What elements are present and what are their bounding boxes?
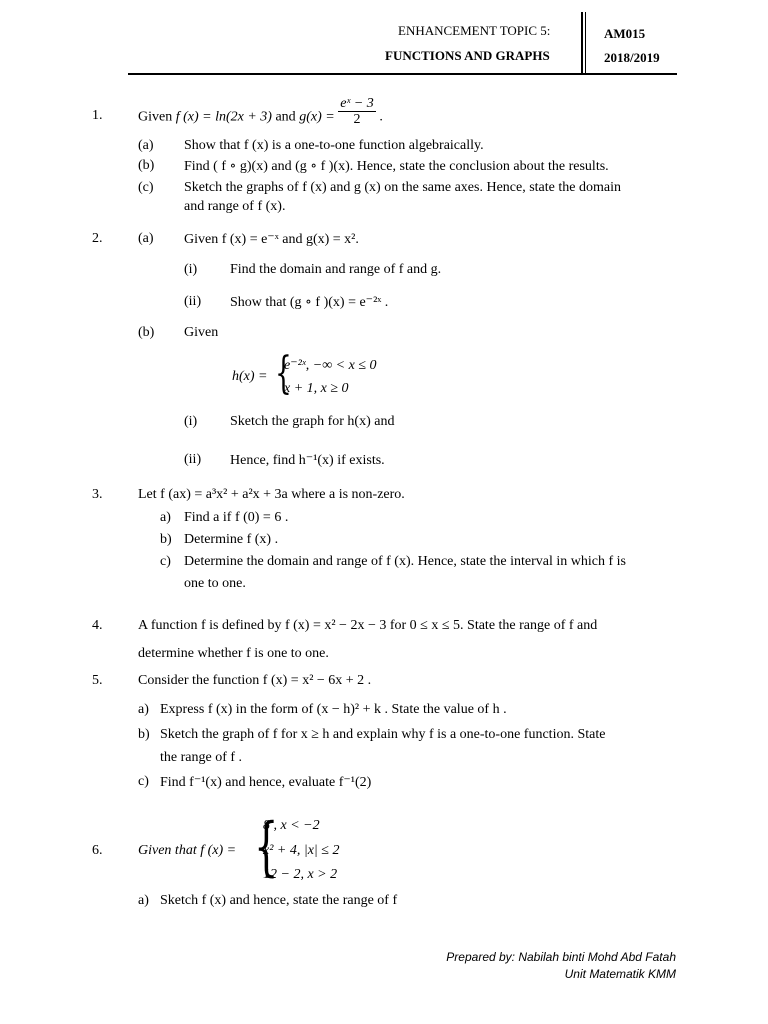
q6-case2: x² + 4, |x| ≤ 2 (263, 843, 340, 858)
header-session: 2018/2019 (604, 50, 660, 65)
header-topic: ENHANCEMENT TOPIC 5: (398, 23, 551, 38)
q2-b-i-label: (i) (184, 414, 198, 429)
q1-number: 1. (92, 108, 103, 123)
q2-b-ii-label: (ii) (184, 452, 202, 467)
q4-text-line2: determine whether f is one to one. (138, 646, 329, 661)
q3-a-text: Find a if f (0) = 6 . (184, 510, 289, 525)
q3-b-text: Determine f (x) . (184, 532, 279, 547)
q2-a-i-text: Find the domain and range of f and g. (230, 262, 442, 277)
q2-b-label: (b) (138, 325, 155, 340)
q1-c-text-line1: Sketch the graphs of f (x) and g (x) on the same axes. Hence, state the domain (184, 180, 621, 195)
q5-b-text-line2: the range of f . (160, 750, 243, 765)
q2-h-brace: { (275, 348, 292, 399)
footer-unit: Unit Matematik KMM (564, 967, 676, 981)
q1-a-label: (a) (138, 138, 154, 153)
footer-prepared-by: Prepared by: Nabilah binti Mohd Abd Fatah (446, 950, 676, 964)
q2-a-ii-text: Show that (g ∘ f )(x) = e⁻²ˣ . (230, 295, 389, 310)
q1-c-label: (c) (138, 180, 154, 195)
q5-c-text: Find f⁻¹(x) and hence, evaluate f⁻¹(2) (160, 775, 372, 790)
q2-h-case1: e⁻²ˣ, −∞ < x ≤ 0 (284, 358, 377, 373)
q1-c-text-line2: and range of f (x). (184, 199, 286, 214)
q6-a-text: Sketch f (x) and hence, state the range of f (160, 893, 398, 908)
q6-case3: 12 − 2, x > 2 (263, 867, 338, 882)
q3-number: 3. (92, 487, 103, 502)
q3-text: Let f (ax) = a³x² + a²x + 3a where a is non-zero. (138, 487, 405, 502)
q5-b-text-line1: Sketch the graph of f for x ≥ h and explain why f is a one-to-one function. State (160, 727, 606, 742)
q6-a-label: a) (138, 893, 149, 908)
q2-a-text: Given f (x) = e⁻ˣ and g(x) = x². (184, 232, 359, 247)
q2-a-label: (a) (138, 231, 154, 246)
q2-number: 2. (92, 231, 103, 246)
header-divider-vertical (581, 12, 583, 73)
q5-a-label: a) (138, 702, 149, 717)
q1-g-lhs: g(x) = (299, 109, 335, 125)
q5-a-text: Express f (x) in the form of (x − h)² + k . State the value of h . (160, 702, 507, 717)
q3-c-label: c) (160, 554, 171, 569)
q2-b-text: Given (184, 325, 219, 340)
q5-b-label: b) (138, 727, 150, 742)
header-subtitle: FUNCTIONS AND GRAPHS (385, 48, 550, 63)
q3-a-label: a) (160, 510, 171, 525)
q1-a-text: Show that f (x) is a one-to-one function algebraically. (184, 138, 484, 153)
q2-b-i-text: Sketch the graph for h(x) and (230, 414, 395, 429)
q3-c-text-line1: Determine the domain and range of f (x). Hence, state the interval in which f is (184, 554, 627, 569)
q4-text-line1: A function f is defined by f (x) = x² − 2x − 3 for 0 ≤ x ≤ 5. State the range of f and (138, 618, 598, 633)
q4-number: 4. (92, 618, 103, 633)
q5-number: 5. (92, 673, 103, 688)
q5-text: Consider the function f (x) = x² − 6x + 2 . (138, 673, 372, 688)
q2-a-ii-label: (ii) (184, 294, 202, 309)
q1-f-definition: f (x) = ln(2x + 3) (175, 109, 272, 125)
header-divider-vertical-thin (585, 12, 586, 73)
q1-given: Given f (x) = ln(2x + 3) and g(x) = $\frac{\text{eˣ − 3}}{2}$ . (138, 96, 383, 127)
q2-h-lhs: h(x) = (232, 369, 268, 384)
header-rule (128, 73, 677, 75)
q6-given: Given that f (x) = (138, 843, 237, 858)
q1-g-fraction: $\frac{\text{eˣ − 3}}{2}$ (340, 96, 374, 127)
q3-b-label: b) (160, 532, 172, 547)
q6-case1: 8 , x < −2 (263, 818, 320, 833)
q6-number: 6. (92, 843, 103, 858)
q1-b-label: (b) (138, 158, 155, 173)
q5-c-label: c) (138, 774, 149, 789)
q2-b-ii-text: Hence, find h⁻¹(x) if exists. (230, 453, 385, 468)
q2-a-i-label: (i) (184, 262, 198, 277)
q2-h-case2: x + 1, x ≥ 0 (284, 381, 349, 396)
q6-brace: { (254, 810, 279, 884)
header-code: AM015 (604, 26, 646, 41)
q3-c-text-line2: one to one. (184, 576, 246, 591)
q1-b-text: Find ( f ∘ g)(x) and (g ∘ f )(x). Hence, state the conclusion about the results. (184, 159, 609, 174)
